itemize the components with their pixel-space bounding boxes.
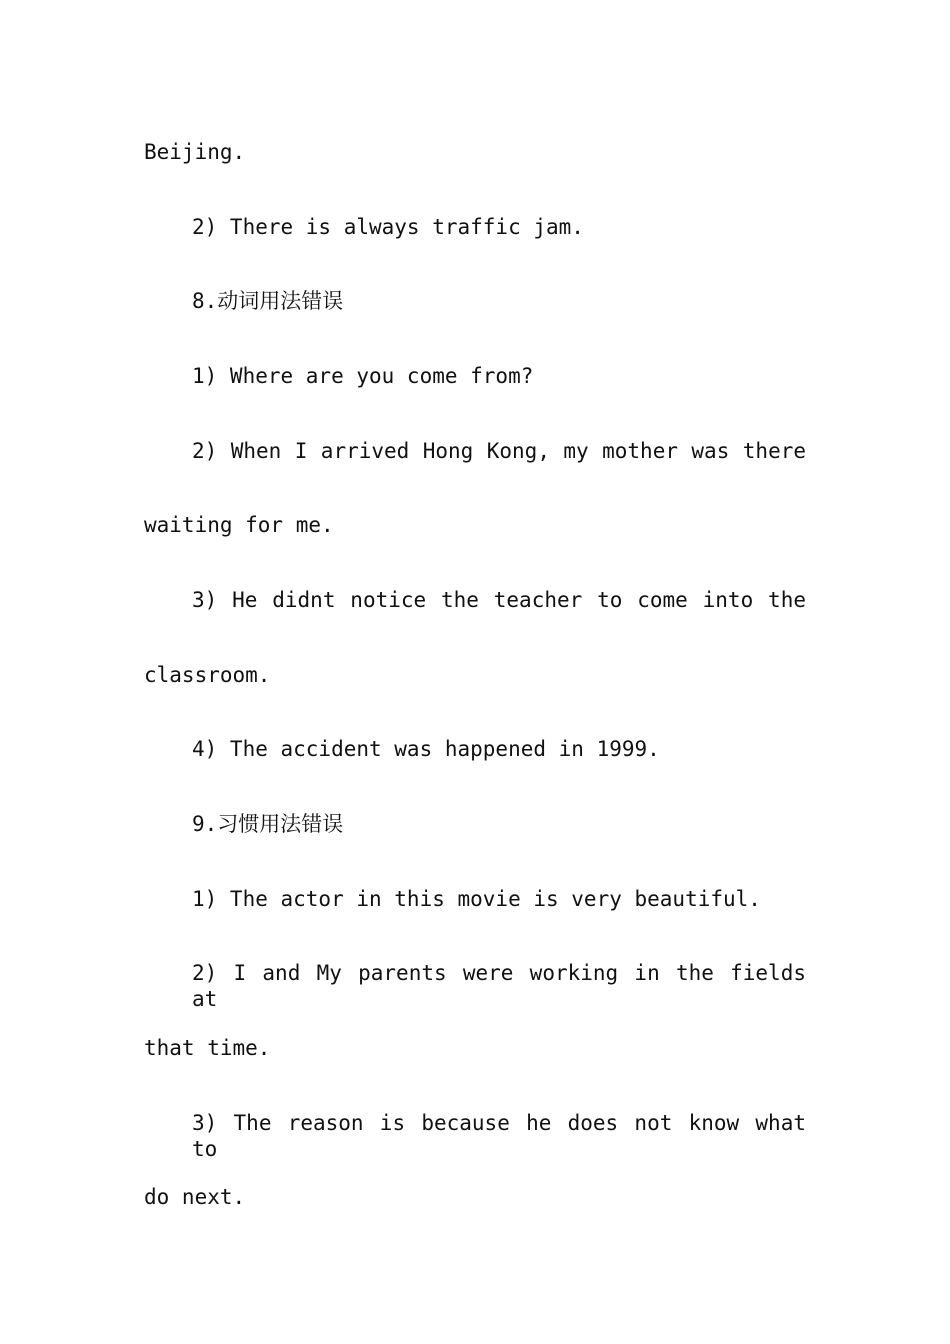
- text-line: 2) When I arrived Hong Kong, my mother was there: [192, 439, 806, 463]
- text-line: waiting for me.: [144, 513, 334, 537]
- text-line: 1) The actor in this movie is very beautiful.: [192, 887, 761, 911]
- text-line: 4) The accident was happened in 1999.: [192, 737, 660, 761]
- text-line: classroom.: [144, 663, 271, 687]
- text-line: 2) I and My parents were working in the fields at: [192, 961, 806, 1011]
- text-line: 1) Where are you come from?: [192, 364, 534, 388]
- section-heading: 8.动词用法错误: [192, 289, 344, 313]
- text-line: 2) There is always traffic jam.: [192, 215, 584, 239]
- text-line: 3) He didnt notice the teacher to come into the: [192, 588, 806, 612]
- section-heading: 9.习惯用法错误: [192, 812, 344, 836]
- text-line: Beijing.: [144, 140, 246, 164]
- text-line: that time.: [144, 1036, 271, 1060]
- text-line: do next.: [144, 1185, 246, 1209]
- text-line: 3) The reason is because he does not know what to: [192, 1111, 806, 1161]
